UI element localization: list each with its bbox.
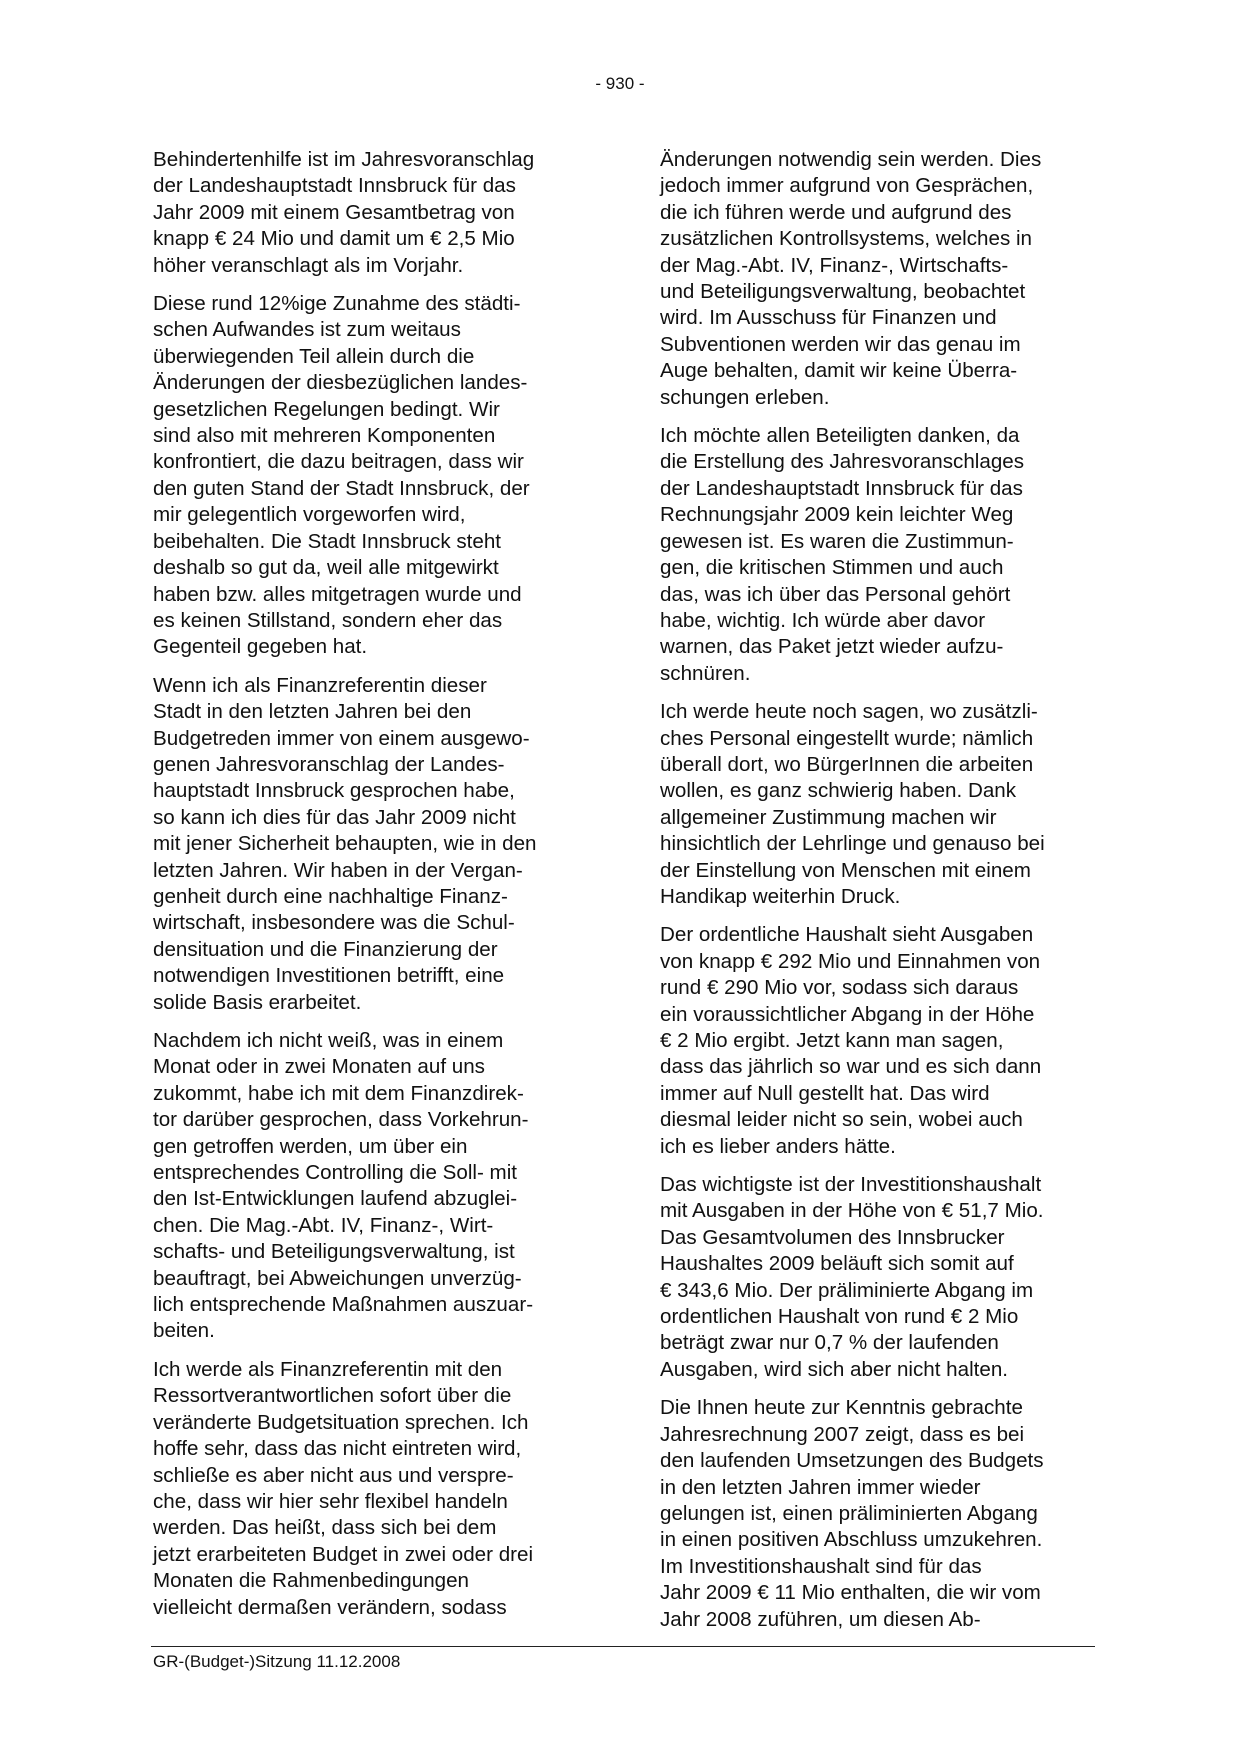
paragraph: Behindertenhilfe ist im Jahresvoranschlag der Landeshauptstadt Innsbruck für das Jahr 2009 mit einem Gesamtbetrag von knapp € 24 Mio und damit um € 2,5 Mio höher veranschlagt als im Vorjahr.: [153, 148, 535, 277]
paragraph: Ich werde heute noch sagen, wo zusätzli- ches Personal eingestellt wurde; nämlich überall dort, wo BürgerInnen die arbeiten wollen, es ganz schwierig haben. Dank allgemeiner Zustimmung machen wir hinsichtlich der Lehrlinge und genauso bei der Einstellung von Menschen mit einem Handikap weiterhin Druck.: [660, 700, 1045, 908]
right-column: [660, 147, 1092, 1645]
paragraph: Das wichtigste ist der Investitionshaushalt mit Ausgaben in der Höhe von € 51,7 Mio. Das Gesamtvolumen des Innsbrucker Haushaltes 2009 beläuft sich somit auf € 343,6 Mio. Der präliminierte Abgang im ordentlichen Haushalt von rund € 2 Mio beträgt zwar nur 0,7 % der laufenden Ausgaben, wird sich aber nicht halten.: [660, 1173, 1044, 1381]
paragraph: Der ordentliche Haushalt sieht Ausgaben von knapp € 292 Mio und Einnahmen von rund € 290 Mio vor, sodass sich daraus ein voraussichtlicher Abgang in der Höhe € 2 Mio ergibt. Jetzt kann man sagen, dass das jährlich so war und es sich dann immer auf Null gestellt hat. Das wird diesmal leider nicht so sein, wobei auch ich es lieber anders hätte.: [660, 923, 1042, 1158]
page-number: - 930 -: [595, 74, 645, 93]
paragraph: Änderungen notwendig sein werden. Dies jedoch immer aufgrund von Gesprächen, die ich führen werde und aufgrund des zusätzlichen Kontrollsystems, welches in der Mag.-Abt. IV, Finanz-, Wirtschafts- und Beteiligungsverwaltung, beobachtet wird. Im Ausschuss für Finanzen und Subventionen werden wir das genau im Auge behalten, damit wir keine Überra- schungen erleben.: [660, 148, 1042, 409]
footer-text: GR-(Budget-)Sitzung 11.12.2008: [153, 1652, 401, 1671]
left-column: [153, 147, 585, 1633]
footer-divider: [151, 1646, 1095, 1647]
paragraph: Die Ihnen heute zur Kenntnis gebrachte Jahresrechnung 2007 zeigt, dass es bei den laufenden Umsetzungen des Budgets in den letzten Jahren immer wieder gelungen ist, einen präliminierten Abgang in einen positiven Abschluss umzukehren. Im Investitionshaushalt sind für das Jahr 2009 € 11 Mio enthalten, die wir vom Jahr 2008 zuführen, um diesen Ab-: [660, 1396, 1044, 1631]
paragraph: Ich werde als Finanzreferentin mit den Ressortverantwortlichen sofort über die veränderte Budgetsituation sprechen. Ich hoffe sehr, dass das nicht eintreten wird, schließe es aber nicht aus und verspre- che, dass wir hier sehr flexibel handeln werden. Das heißt, dass sich bei dem jetzt erarbeiteten Budget in zwei oder drei Monaten die Rahmenbedingungen vielleicht dermaßen verändern, sodass: [153, 1357, 534, 1619]
paragraph: Nachdem ich nicht weiß, was in einem Monat oder in zwei Monaten auf uns zukommt, habe ich mit dem Finanzdirek- tor darüber gesprochen, dass Vorkehrun- gen getroffen werden, um über ein entsprechendes Controlling die Soll- mit den Ist-Entwicklungen laufend abzuglei- chen. Die Mag.-Abt. IV, Finanz-, Wirt- schafts- und Beteiligungsverwaltung, ist beauftragt, bei Abweichungen unverzüg- lich entsprechende Maßnahmen auszuar- beiten.: [153, 1029, 534, 1343]
paragraph: Diese rund 12%ige Zunahme des städti- schen Aufwandes ist zum weitaus überwiegenden Teil allein durch die Änderungen der diesbezüglichen landes- gesetzlichen Regelungen bedingt. Wir sind also mit mehreren Komponenten konfrontiert, die dazu beitragen, dass wir den guten Stand der Stadt Innsbruck, der mir gelegentlich vorgeworfen wird, beibehalten. Die Stadt Innsbruck steht deshalb so gut da, weil alle mitgewirkt haben bzw. alles mitgetragen wurde und es keinen Stillstand, sondern eher das Gegenteil gegeben hat.: [153, 292, 530, 659]
paragraph: Wenn ich als Finanzreferentin dieser Stadt in den letzten Jahren bei den Budgetreden immer von einem ausgewo- genen Jahresvoranschlag der Landes- hauptstadt Innsbruck gesprochen habe, so kann ich dies für das Jahr 2009 nicht mit jener Sicherheit behaupten, wie in den letzten Jahren. Wir haben in der Vergan- genheit durch eine nachhaltige Finanz- wirtschaft, insbesondere was die Schul- densituation und die Finanzierung der notwendigen Investitionen betrifft, eine solide Basis erarbeitet.: [153, 673, 537, 1014]
paragraph: Ich möchte allen Beteiligten danken, da die Erstellung des Jahresvoranschlages der Landeshauptstadt Innsbruck für das Rechnungsjahr 2009 kein leichter Weg gewesen ist. Es waren die Zustimmun- gen, die kritischen Stimmen und auch das, was ich über das Personal gehört habe, wichtig. Ich würde aber davor warnen, das Paket jetzt wieder aufzu- schnüren.: [660, 424, 1025, 685]
